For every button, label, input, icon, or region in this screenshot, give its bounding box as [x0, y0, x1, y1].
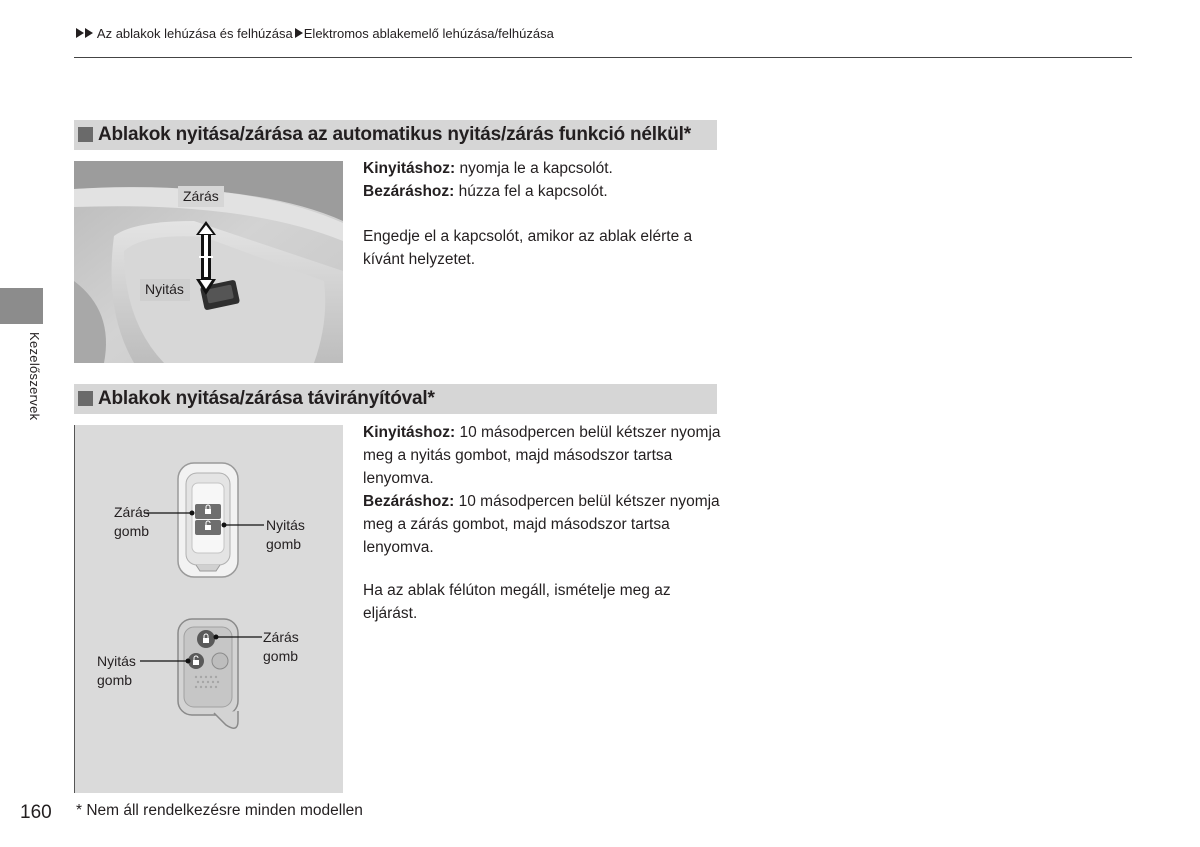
open-instruction-label: Kinyitáshoz: [363, 160, 456, 177]
triangle-right-icon [295, 28, 303, 38]
chapter-tab [0, 288, 43, 324]
square-bullet-icon [78, 391, 93, 406]
release-note: Engedje el a kapcsolót, amikor az ablak elérte a kívánt helyzetet. [363, 228, 693, 268]
header-rule [74, 57, 1132, 58]
section1-text [363, 157, 723, 271]
close-instruction-text: húzza fel a kapcsolót. [454, 183, 608, 200]
open-button-label: Nyitás gomb [266, 517, 305, 552]
breadcrumb-item[interactable]: Az ablakok lehúzása és felhúzása [96, 26, 293, 41]
open-button-label: Nyitás gomb [97, 653, 136, 688]
square-bullet-icon [78, 127, 93, 142]
repeat-note: Ha az ablak félúton megáll, ismételje meg az eljárást. [363, 582, 671, 622]
remote-key-illustration [74, 425, 343, 793]
close-label: Zárás [183, 188, 219, 204]
triangle-right-icon [76, 28, 84, 38]
open-instruction-text: nyomja le a kapcsolót. [455, 160, 613, 177]
close-instruction-label: Bezáráshoz: [363, 183, 455, 200]
section-heading [74, 120, 717, 150]
section-title: Ablakok nyitása/zárása az automatikus nyitás/zárás funkció nélkül* [98, 124, 691, 145]
open-label: Nyitás [145, 281, 184, 297]
door-switch-figure [74, 161, 343, 363]
remote-key-figure [74, 425, 343, 793]
breadcrumb [76, 26, 554, 41]
chapter-tab-label: Kezelőszervek [27, 332, 42, 421]
triangle-right-icon [85, 28, 93, 38]
breadcrumb-item[interactable]: Elektromos ablakemelő lehúzása/felhúzása [303, 26, 554, 41]
close-instruction-label: Bezáráshoz: [363, 493, 455, 510]
close-button-label: Zárás gomb [114, 504, 150, 539]
close-button-label: Zárás gomb [263, 629, 299, 664]
section-heading [74, 384, 717, 414]
section2-text [363, 421, 723, 625]
page-number: 160 [20, 802, 52, 823]
open-instruction-label: Kinyitáshoz: [363, 424, 456, 441]
footnote: * Nem áll rendelkezésre minden modellen [76, 802, 363, 819]
open-instruction-text: 10 másodpercen belül kétszer nyomja meg a nyitás gombot, majd másodszor tartsa lenyomva. [363, 424, 721, 487]
section-title: Ablakok nyitása/zárása távirányítóval* [98, 388, 435, 409]
close-instruction-text: 10 másodpercen belül kétszer nyomja meg a zárás gombot, majd másodszor tartsa lenyomva. [363, 493, 720, 556]
